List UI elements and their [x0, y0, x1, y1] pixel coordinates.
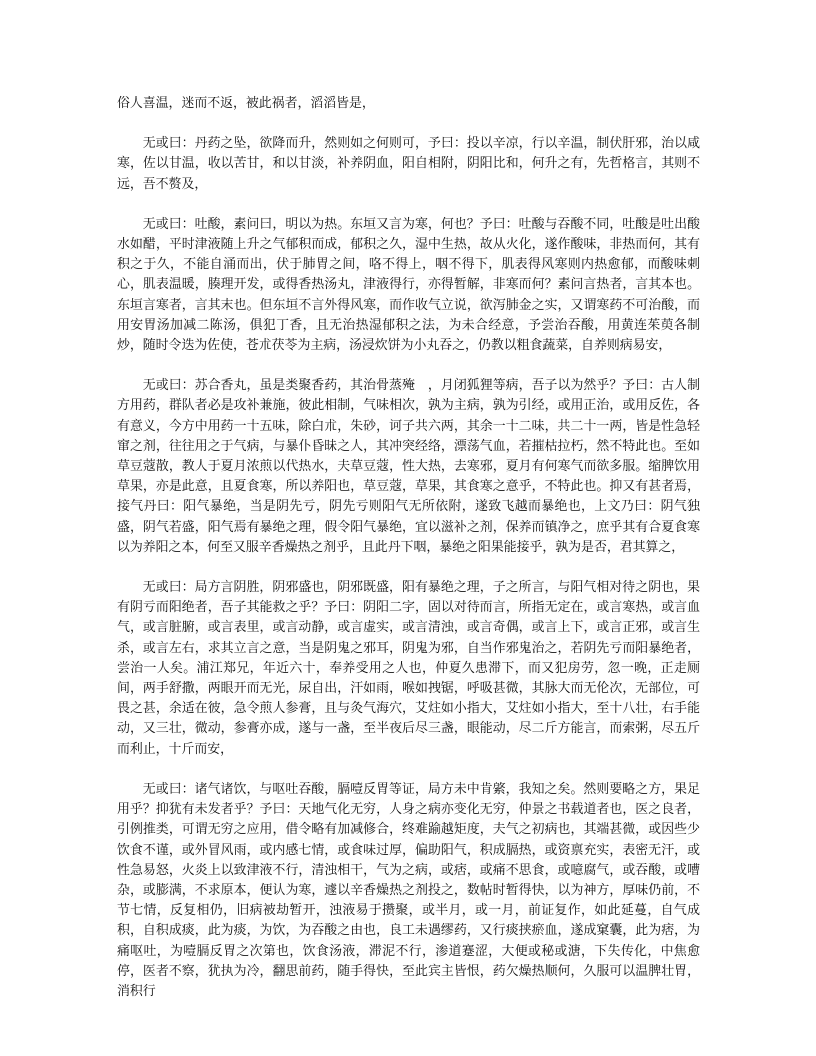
paragraph: 无或曰：吐酸，素问曰，明以为热。东垣又言为寒，何也？予曰：吐酸与吞酸不同，吐酸是吐出酸水如醋，平时津液随上升之气郁积而成，郁积之久，湿中生热，故从火化，遂作酸味，非热而何，其有积之于久，不能自涌而出，伏于肺胃之间，咯不得上，咽不得下，肌表得风寒则内热愈郁，而酸味刺心，肌表温暖，腠理开发，或得香热汤丸，津液得行，亦得暂解，非寒而何？素问言热者，言其本也。东垣言寒者，言其末也。但东垣不言外得风寒，而作收气立说，欲泻肺金之实，又谓寒药不可治酸，而用安胃汤加减二陈汤，俱犯丁香，且无治热湿郁积之法，为未合经意，予尝治吞酸，用黄连茱萸各制炒，随时令迭为佐使，苍朮茯苓为主病，汤浸炊饼为小丸吞之，仍教以粗食蔬菜，自养则病易安，: [117, 216, 700, 354]
paragraph: 无或曰：苏合香丸，虽是类聚香药，其治骨蒸殗 ，月闭狐狸等病，吾子以为然乎？予曰：古人制方用药，群队者必是攻补兼施，彼此相制，气味相次，孰为主病，孰为引经，或用正治，或用反佐，各有意义，今方中用药一十五味，除白朮，朱砂，诃子共六两，其余一十二味，共二十一两，皆是性急轻窜之剂，往往用之于气病，与暴仆昏昧之人，其冲突经络，漂荡气血，若摧枯拉朽，然不特此也。至如草豆蔻散，教人于夏月浓煎以代热水，夫草豆蔻，性大热，去寒邪，夏月有何寒气而欲多服。缩脾饮用草果，亦是此意，且夏食寒，所以养阳也，草豆蔻，草果，其食寒之意乎，不特此也。抑又有甚者焉，接气丹曰：阳气暴绝，当是阴先亏，阴先亏则阳气无所依附，遂致飞越而暴绝也，上文乃曰：阴气独盛，阴气若盛，阳气焉有暴绝之理，假令阳气暴绝，宜以滋补之剂，保养而镇净之，庶乎其有合夏食寒以为养阳之本，何至又服辛香燥热之剂乎，且此丹下咽，暴绝之阳果能接乎，孰为是否，君其算之，: [117, 378, 700, 555]
paragraph: 无或曰：丹药之坠，欲降而升，然则如之何则可，予曰：投以辛凉，行以辛温，制伏肝邪，治以咸寒，佐以甘温，收以苦甘，和以甘淡，补养阴血，阳自相附，阴阳比和，何升之有，先哲格言，其则不远，吾不赘及，: [117, 136, 700, 192]
paragraph: 俗人喜温，迷而不返，被此祸者，滔滔皆是，: [117, 96, 375, 111]
paragraph: 无或曰：局方言阴胜，阴邪盛也，阴邪既盛，阳有暴绝之理，子之所言，与阳气相对待之阴也，果有阴亏而阳绝者，吾子其能救之乎？予曰：阴阳二字，固以对待而言，所指无定在，或言寒热，或言血气，或言脏腑，或言表里，或言动静，或言虚实，或言清浊，或言奇偶，或言上下，或言正邪，或言生杀，或言左右，求其立言之意，当是阴鬼之邪耳，阴鬼为邪，自当作邪鬼治之，若阴先亏而阳暴绝者，尝治一人矣。浦江郑兄，年近六十，奉养受用之人也，仲夏久患滞下，而又犯房劳，忽一晚，正走厕间，两手舒撒，两眼开而无光，尿自出，汗如雨，喉如拽锯，呼吸甚微，其脉大而无伦次，无部位，可畏之甚，余适在彼，急令煎人参膏，且与灸气海穴，艾炷如小指大，艾炷如小指大，至十八壮，右手能动，又三壮，微动，参膏亦成，遂与一盏，至半夜后尽三盏，眼能动，尽二斤方能言，而索粥，尽五斤而利止，十斤而安，: [117, 580, 700, 757]
paragraph: 无或曰：诸气诸饮，与呕吐吞酸，膈噎反胃等证，局方未中肯綮，我知之矣。然则要略之方，果足用乎？抑犹有未发者乎？予曰：天地气化无穷，人身之病亦变化无穷，仲景之书载道者也，医之良者，引例推类，可谓无穷之应用，借令略有加减修合，终难踰越矩度，夫气之初病也，其端甚微，或因些少饮食不谨，或外冒风雨，或内感七情，或食味过厚，偏助阳气，积成膈热，或资禀充实，表密无汗，或性急易怒，火炎上以致津液不行，清浊相干，气为之病，或痞，或痛不思食，或噫腐气，或吞酸，或嘈杂，或膨满，不求原本，便认为寒，遽以辛香燥热之剂投之，数帖时暂得快，以为神方，厚味仍前，不节七情，反复相仍，旧病被劫暂开，浊液易于攒聚，或半月，或一月，前证复作，如此延蔓，自气成积，自积成痰，此为痰，为饮，为吞酸之由也，良工未遇缪药，又行痰挟瘀血，遂成窠囊，此为痞，为痛呕吐，为噎膈反胃之次第也，饮食汤液，滞泥不行，渗道蹇涩，大便或秘或溏，下失传化，中焦愈停，医者不察，犹执为冷，翻思前药，随手得快，至此宾主皆恨，药欠燥热顺何，久服可以温脾壮胃，消积行: [117, 781, 700, 999]
document-page: [117, 94, 700, 1022]
